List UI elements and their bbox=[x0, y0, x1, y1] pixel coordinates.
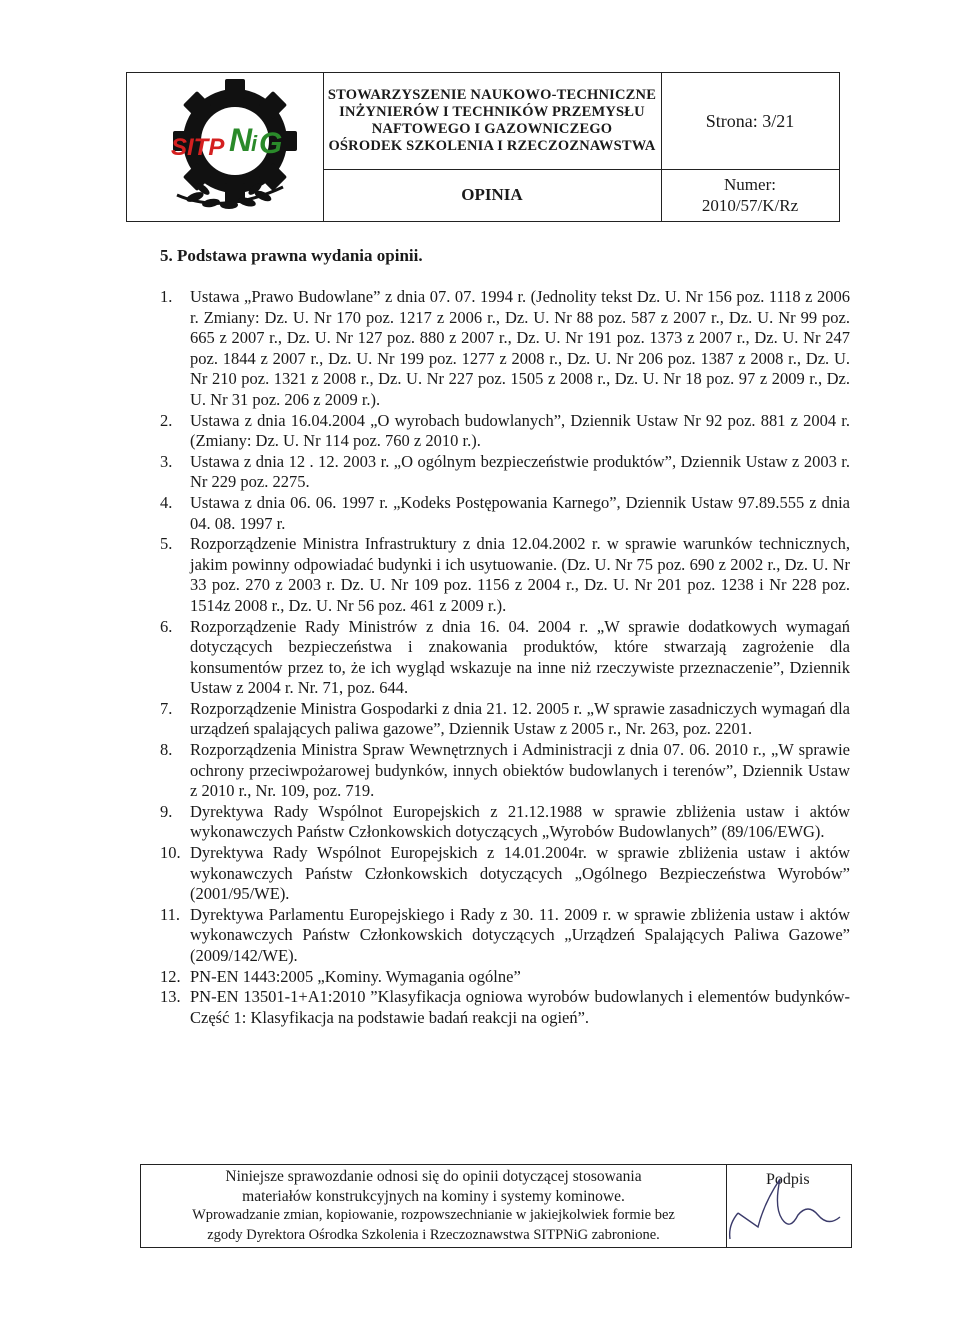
list-item bbox=[160, 987, 850, 1028]
logo-cell bbox=[127, 73, 324, 221]
item-text: Dyrektywa Parlamentu Europejskiego i Rady z 30. 11. 2009 r. w sprawie zbliżenia ustaw i aktów wykonawczych Państw Członkowskich dotyczących „Urządzeń Spalających Paliwa Gazowe” (2009/142/WE). bbox=[190, 904, 850, 965]
svg-text:N: N bbox=[229, 122, 253, 158]
list-item bbox=[160, 699, 850, 740]
document-type: OPINIA bbox=[323, 169, 662, 221]
svg-text:SITP: SITP bbox=[171, 134, 225, 161]
item-number: 6. bbox=[160, 616, 173, 636]
footer-line-1: Niniejsze sprawozdanie odnosi się do opinii dotyczącej stosowania bbox=[225, 1168, 642, 1185]
legal-basis-list bbox=[160, 287, 850, 1028]
list-item bbox=[160, 287, 850, 411]
item-text: PN-EN 1443:2005 „Kominy. Wymagania ogólne” bbox=[190, 966, 521, 986]
signature-cell bbox=[726, 1165, 851, 1247]
item-text: Dyrektywa Rady Wspólnot Europejskich z 21.12.1988 w sprawie zbliżenia ustaw i aktów wykonawczych Państw Członkowskich dotyczących „Wyrobów Budowlanych” (89/106/EWG). bbox=[190, 801, 850, 842]
item-number: 10. bbox=[160, 843, 181, 863]
document-header bbox=[126, 72, 840, 222]
document-number bbox=[661, 169, 839, 221]
item-text: Rozporządzenie Ministra Gospodarki z dnia 21. 12. 2005 r. „W sprawie zasadniczych wymagań dla urządzeń spalających paliwa gazowe”, Dziennik Ustaw z 2005 r., Nr. 263, poz. 2201. bbox=[190, 698, 850, 739]
footer-line-4: zgody Dyrektora Ośrodka Szkolenia i Rzeczoznawstwa SITPNiG zabronione. bbox=[207, 1226, 660, 1243]
item-text: Rozporządzenia Ministra Spraw Wewnętrznych i Administracji z dnia 07. 06. 2010 r., „W sprawie ochrony przeciwpożarowej budynków, innych obiektów budowlanych i terenów”, Dziennik Ustaw z 2010 r., Nr. 109, poz. 719. bbox=[190, 740, 850, 801]
item-text: Ustawa „Prawo Budowlane” z dnia 07. 07. 1994 r. (Jednolity tekst Dz. U. Nr 156 poz. 1118 z 2006 r. Zmiany: Dz. U. Nr 170 poz. 1217 z 2006 r., Dz. U. Nr 88 poz. 587 z 2007 r., Dz. U. Nr 99 poz. 665 z 2007 r., Dz. U. Nr 127 poz. 880 z 2007 r., Dz. U. Nr 191 poz. 1373 z 2007 r., Dz. U. Nr 247 poz. 1844 z 2007 r., Dz. U. Nr 199 poz. 1277 z 2008 r., Dz. U. Nr 206 poz. 1387 z 2008 r., Dz. U. Nr 210 poz. 1321 z 2008 r., Dz. U. Nr 227 poz. 1505 z 2008 r., Dz. U. Nr 18 poz. 97 z 2009 r., Dz. U. Nr 31 poz. 206 z 2009 r.). bbox=[190, 287, 850, 409]
page-number: Strona: 3/21 bbox=[661, 73, 839, 170]
item-text: Ustawa z dnia 06. 06. 1997 r. „Kodeks Postępowania Karnego”, Dziennik Ustaw 97.89.555 z dnia 04. 08. 1997 r. bbox=[190, 492, 850, 533]
org-line-1: STOWARZYSZENIE NAUKOWO-TECHNICZNE bbox=[327, 87, 657, 103]
svg-text:i: i bbox=[251, 131, 258, 156]
list-item bbox=[160, 452, 850, 493]
item-number: 2. bbox=[160, 410, 173, 430]
footer-line-2: materiałów konstrukcyjnych na kominy i systemy kominowe. bbox=[242, 1187, 625, 1205]
item-text: Dyrektywa Rady Wspólnot Europejskich z 14.01.2004r. w sprawie zbliżenia ustaw i aktów wykonawczych Państw Członkowskich dotyczących „Ogólnego Bezpieczeństwa Wyrobów” (2001/95/WE). bbox=[190, 843, 850, 904]
list-item bbox=[160, 802, 850, 843]
item-number: 5. bbox=[160, 534, 173, 554]
number-label: Numer: bbox=[724, 175, 776, 194]
number-value: 2010/57/K/Rz bbox=[701, 196, 799, 215]
organization-name bbox=[323, 73, 662, 170]
footer-notice bbox=[141, 1165, 727, 1247]
item-text: Rozporządzenie Ministra Infrastruktury z dnia 12.04.2002 r. w sprawie warunków technicznych, jakim powinny odpowiadać budynki i ich usytuowanie. (Dz. U. Nr 75 poz. 690 z 2002 r., Dz. U. Nr 33 poz. 270 z 2003 r. Dz. U. Nr 109 poz. 1156 z 2004 r., Dz. U. Nr 201 poz. 1238 i Nr 228 poz. 1514z 2008 r., Dz. U. Nr 56 poz. 461 z 2009 r.). bbox=[190, 534, 850, 615]
handwritten-signature bbox=[724, 1169, 848, 1247]
document-footer bbox=[140, 1164, 852, 1248]
item-number: 3. bbox=[160, 451, 173, 471]
item-text: Ustawa z dnia 16.04.2004 „O wyrobach budowlanych”, Dziennik Ustaw Nr 92 poz. 881 z 2004 r. (Zmiany: Dz. U. Nr 114 poz. 760 z 2010 r.). bbox=[190, 410, 850, 451]
org-line-2: INŻYNIERÓW I TECHNIKÓW PRZEMYSŁU bbox=[339, 104, 645, 120]
svg-text:G: G bbox=[259, 127, 283, 160]
item-number: 4. bbox=[160, 492, 173, 512]
item-text: Ustawa z dnia 12 . 12. 2003 r. „O ogólnym bezpieczeństwie produktów”, Dziennik Ustaw z 2003 r. Nr 229 poz. 2275. bbox=[190, 451, 850, 492]
footer-line-3: Wprowadzanie zmian, kopiowanie, rozpowszechnianie w jakiejkolwiek formie bez bbox=[192, 1207, 675, 1223]
list-item bbox=[160, 617, 850, 699]
list-item bbox=[160, 493, 850, 534]
org-line-3: NAFTOWEGO I GAZOWNICZEGO bbox=[371, 121, 613, 137]
item-number: 11. bbox=[160, 904, 181, 924]
item-number: 13. bbox=[160, 987, 181, 1007]
item-number: 7. bbox=[160, 698, 173, 718]
item-number: 1. bbox=[160, 287, 173, 306]
item-text: PN-EN 13501-1+A1:2010 ”Klasyfikacja ogniowa wyrobów budowlanych i elementów budynków-Część 1: Klasyfikacja na podstawie badań reakcji na ogień”. bbox=[190, 987, 850, 1027]
list-item bbox=[160, 905, 850, 967]
list-item bbox=[160, 411, 850, 452]
item-number: 9. bbox=[160, 801, 173, 821]
signature-label: Podpis bbox=[766, 1171, 810, 1188]
list-item bbox=[160, 967, 850, 988]
item-number: 12. bbox=[160, 966, 181, 986]
item-number: 8. bbox=[160, 740, 173, 760]
list-item bbox=[160, 740, 850, 802]
section-title: 5. Podstawa prawna wydania opinii. bbox=[160, 246, 423, 265]
item-text: Rozporządzenie Rady Ministrów z dnia 16. 04. 2004 r. „W sprawie dodatkowych wymagań dotyczących bezpieczeństwa i znakowania produktów, które stwarzają zagrożenie dla konsumentów przez to, że ich wygląd wskazuje na inne niż rzeczywiste przeznaczenie”, Dziennik Ustaw z 2004 r. Nr. 71, poz. 644. bbox=[190, 616, 850, 698]
list-item bbox=[160, 534, 850, 616]
org-line-4: OŚRODEK SZKOLENIA I RZECZOZNAWSTWA bbox=[328, 138, 656, 154]
sitpnig-logo bbox=[133, 75, 319, 219]
list-item bbox=[160, 843, 850, 905]
